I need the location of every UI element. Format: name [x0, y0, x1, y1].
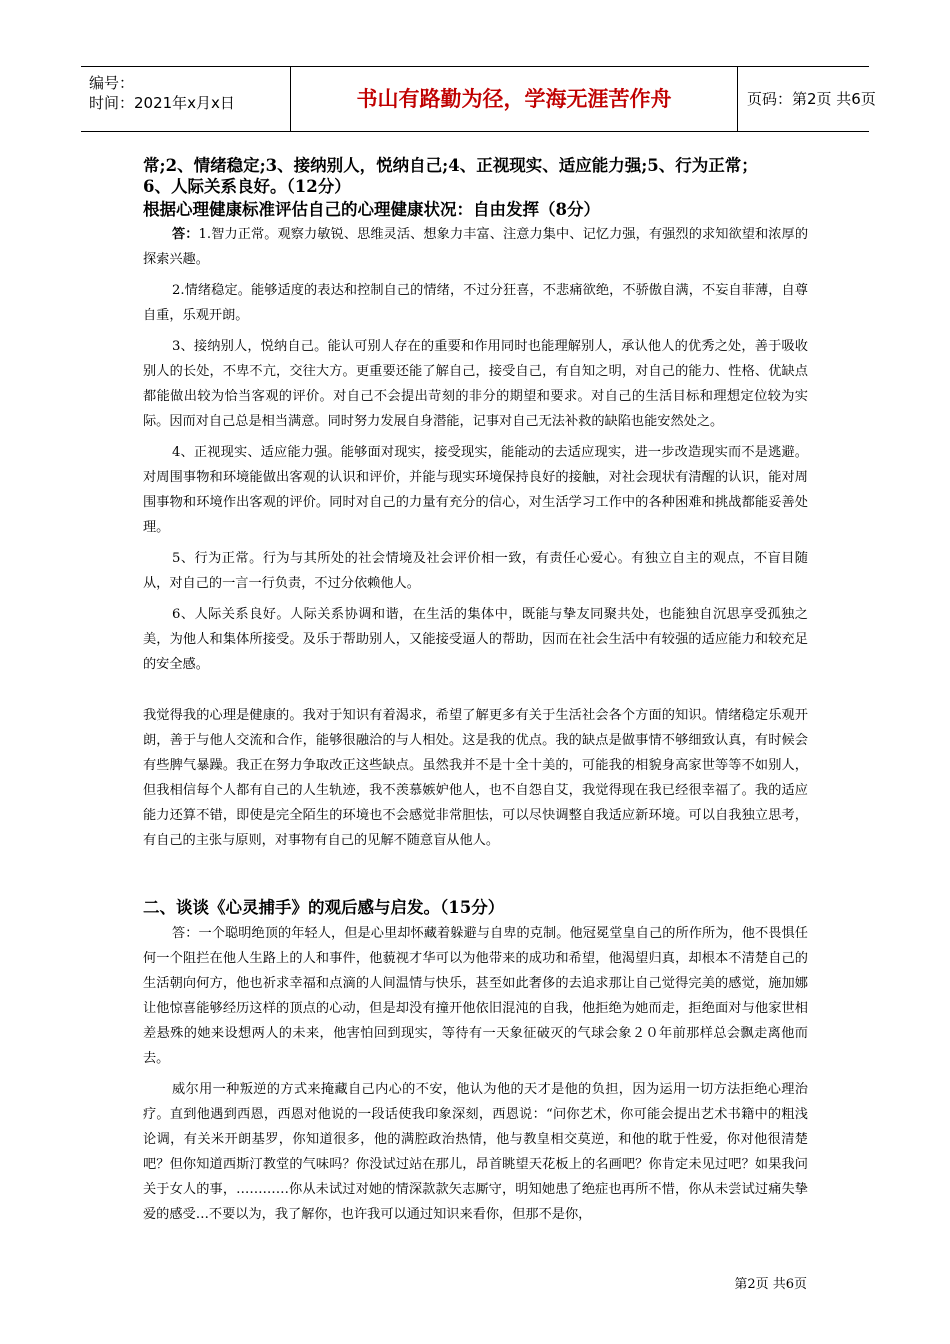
answer-paragraph-1 [143, 222, 808, 272]
answer-paragraph-3: 3、接纳别人，悦纳自己。能认可别人存在的重要和作用同时也能理解别人，承认他人的优秀之处，善于吸收别人的长处，不卑不亢，交往大方。更重要还能了解自己，接受自己，有自知之明，对自己的能力、性格、优缺点都能做出较为恰当客观的评价。对自己不会提出苛刻的非分的期望和要求。对自己的生活目标和理想定位较为实际。因而对自己总是相当满意。同时努力发展自身潜能，记事对自己无法补救的缺陷也能安然处之。 [143, 339, 808, 429]
header-motto: 书山有路勤为径，学海无涯苦作舟 [291, 67, 738, 131]
self-assessment-paragraph: 我觉得我的心理是健康的。我对于知识有着渴求，希望了解更多有关于生活社会各个方面的知识。情绪稳定乐观开朗，善于与他人交流和合作，能够很融洽的与人相处。这是我的优点。我的缺点是做事情不够细致认真，有时候会有些脾气暴躁。我正在努力争取改正这些缺点。虽然我并不是十全十美的，可能我的相貌身高家世等等不如别人，但我相信每个人都有自己的人生轨迹，我不羡慕嫉妒他人，也不自怨自艾，我觉得现在我已经很幸福了。我的适应能力还算不错，即使是完全陌生的环境也不会感觉非常胆怯，可以尽快调整自我适应新环境。可以自我独立思考，有自己的主张与原则，对事物有自己的见解不随意盲从他人。 [143, 708, 808, 848]
page-header [81, 66, 876, 132]
header-page-number: 页码：第2页 共6页 [747, 90, 876, 108]
answer-paragraph-1-text: 1.智力正常。观察力敏锐、思维灵活、想象力丰富、注意力集中、记忆力强，有强烈的求知欲望和浓厚的探索兴趣。 [143, 227, 809, 267]
answer-paragraph-5: 5、行为正常。行为与其所处的社会情境及社会评价相一致，有责任心爱心。有独立自主的观点，不盲目随从，对自己的一言一行负责，不过分依赖他人。 [143, 551, 808, 591]
answer-paragraph-2: 2.情绪稳定。能够适度的表达和控制自己的情绪，不过分狂喜，不悲痛欲绝，不骄傲自满，不妄自菲薄，自尊自重，乐观开朗。 [143, 283, 808, 323]
answer-label: 答： [172, 227, 199, 242]
section-2-paragraph-1: 答：一个聪明绝顶的年轻人，但是心里却怀藏着躲避与自卑的克制。他冠冕堂皇自己的所作所为，他不畏惧任何一个阻拦在他人生路上的人和事件，他藐视才华可以为他带来的成功和希望，他渴望归真，却根本不清楚自己的生活朝向何方，他也祈求幸福和点滴的人间温情与快乐，甚至如此奢侈的去追求那让自己觉得完美的感觉，施加娜让他惊喜能够经历这样的顶点的心动，但是却没有撞开他依旧混沌的自我，他拒绝为她而走，拒绝面对与他家世相差悬殊的她来设想两人的未来，他害怕回到现实，等待有一天象征破灭的气球会象２０年前那样总会飘走离他而去。 [143, 926, 808, 1066]
section-2-paragraph-2: 威尔用一种叛逆的方式来掩藏自己内心的不安，他认为他的天才是他的负担，因为运用一切方法拒绝心理治疗。直到他遇到西恩，西恩对他说的一段话使我印象深刻，西恩说：“问你艺术，你可能会提出艺术书籍中的粗浅论调，有关米开朗基罗，你知道很多，他的满腔政治热情，他与教皇相交莫逆，和他的耽于性爱，你对他很清楚吧？但你知道西斯汀教堂的气味吗？你没试过站在那儿，昂首眺望天花板上的名画吧？你肯定未见过吧？如果我问关于女人的事，…………你从未试过对她的情深款款矢志厮守，明知她患了绝症也再所不惜，你从未尝试过痛失挚爱的感受…不要以为，我了解你，也许我可以通过知识来看你，但那不是你， [143, 1082, 808, 1222]
section-2-title: 二、谈谈《心灵捕手》的观后感与启发。（15分） [143, 898, 505, 917]
criteria-line-1: 常;2、情绪稳定;3、接纳别人，悦纳自己;4、正视现实、适应能力强;5、行为正常； [143, 156, 758, 175]
document-number-label: 编号： [89, 74, 135, 92]
page-footer: 第2页 共6页 [734, 1277, 807, 1292]
answer-paragraph-6: 6、人际关系良好。人际关系协调和谐，在生活的集体中，既能与挚友同聚共处，也能独自沉思享受孤独之美，为他人和集体所接受。及乐于帮助别人，又能接受逼人的帮助，因而在社会生活中有较强的适应能力和较充足的安全感。 [143, 607, 808, 672]
document-time-label: 时间：2021年x月x日 [89, 94, 235, 112]
document-body [143, 155, 808, 1227]
criteria-line-2: 6、人际关系良好。（12分） [143, 177, 351, 196]
question-heading: 根据心理健康标准评估自己的心理健康状况：自由发挥（8分） [143, 200, 600, 219]
header-meta-cell [81, 67, 291, 131]
answer-paragraph-4: 4、正视现实、适应能力强。能够面对现实，接受现实，能能动的去适应现实，进一步改造现实而不是逃避。对周围事物和环境能做出客观的认识和评价，并能与现实环境保持良好的接触，对社会现状有清醒的认识，能对周围事物和环境作出客观的评价。同时对自己的力量有充分的信心，对生活学习工作中的各种困难和挑战都能妥善处理。 [143, 445, 808, 535]
